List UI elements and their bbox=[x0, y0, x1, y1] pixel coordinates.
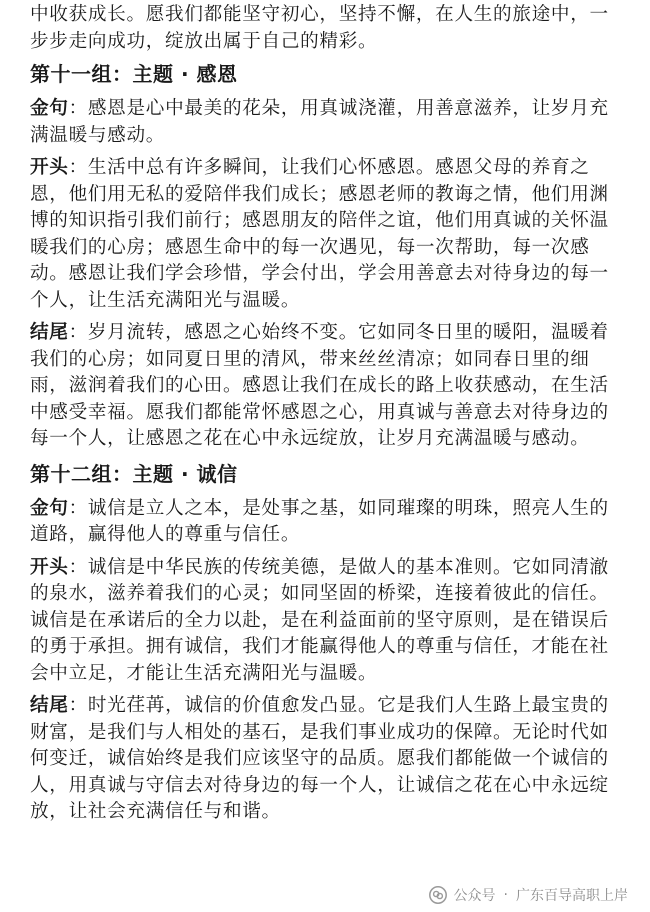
ending-label: 结尾 bbox=[30, 695, 69, 716]
watermark-account-name: 广东百导高职上岸 bbox=[516, 888, 628, 904]
quote-text: ：感恩是心中最美的花朵，用真诚浇灌，用善意滋养，让岁月充满温暖与感动。 bbox=[30, 98, 609, 146]
ending-paragraph bbox=[30, 320, 628, 453]
quote-text: ：诚信是立人之本，是处事之基，如同璀璨的明珠，照亮人生的道路，赢得他人的尊重与信任。 bbox=[30, 497, 609, 545]
watermark-prefix: 公众号 bbox=[453, 888, 496, 904]
wechat-official-account-icon bbox=[428, 885, 448, 905]
watermark bbox=[428, 885, 628, 905]
quote-label: 金句 bbox=[30, 497, 69, 519]
opening-paragraph bbox=[30, 155, 628, 314]
opening-text: ：诚信是中华民族的传统美德，是做人的基本准则。它如同清澈的泉水，滋养着我们的心灵；如同坚固的桥梁，连接着彼此的信任。诚信是在承诺后的全力以赴，是在利益面前的坚守原则，是在错误后的勇于承担。拥有诚信，我们才能赢得他人的尊重与信任，才能在社会中立足，才能让生活充满阳光与温暖。 bbox=[30, 556, 609, 684]
opening-label: 开头 bbox=[30, 556, 69, 578]
ending-label: 结尾 bbox=[30, 322, 69, 343]
quote-paragraph bbox=[30, 96, 628, 149]
opening-paragraph bbox=[30, 555, 628, 688]
article-body bbox=[30, 2, 628, 832]
ending-paragraph bbox=[30, 693, 628, 826]
section-heading: 第十一组：主题 · 感恩 bbox=[30, 62, 238, 86]
intro-paragraph: 中收获成长。愿我们都能坚守初心，坚持不懈，在人生的旅途中，一步步走向成功，绽放出属于自己的精彩。 bbox=[30, 4, 609, 52]
watermark-separator: · bbox=[503, 887, 508, 903]
ending-text: ：时光荏苒，诚信的价值愈发凸显。它是我们人生路上最宝贵的财富，是我们与人相处的基石，是我们事业成功的保障。无论时代如何变迁，诚信始终是我们应该坚守的品质。愿我们都能做一个诚信的人，用真诚与守信去对待身边的每一个人，让诚信之花在心中永远绽放，让社会充满信任与和谐。 bbox=[30, 695, 609, 822]
ending-text: ：岁月流转，感恩之心始终不变。它如同冬日里的暖阳，温暖着我们的心房；如同夏日里的清风，带来丝丝清凉；如同春日里的细雨，滋润着我们的心田。感恩让我们在成长的路上收获感动，在生活中感受幸福。愿我们都能常怀感恩之心，用真诚与善意去对待身边的每一个人，让感恩之花在心中永远绽放，让岁月充满温暖与感动。 bbox=[30, 322, 609, 449]
quote-label: 金句 bbox=[30, 98, 69, 119]
quote-paragraph bbox=[30, 496, 628, 549]
section-integrity bbox=[30, 459, 628, 826]
section-gratitude bbox=[30, 59, 628, 453]
section-heading: 第十二组：主题 · 诚信 bbox=[30, 461, 238, 486]
opening-label: 开头 bbox=[30, 157, 69, 178]
opening-text: ：生活中总有许多瞬间，让我们心怀感恩。感恩父母的养育之恩，他们用无私的爱陪伴我们成长；感恩老师的教诲之情，他们用渊博的知识指引我们前行；感恩朋友的陪伴之谊，他们用真诚的关怀温暖我们的心房；感恩生命中的每一次遇见，每一次帮助，每一次感动。感恩让我们学会珍惜，学会付出，学会用善意去对待身边的每一个人，让生活充满阳光与温暖。 bbox=[30, 157, 609, 311]
